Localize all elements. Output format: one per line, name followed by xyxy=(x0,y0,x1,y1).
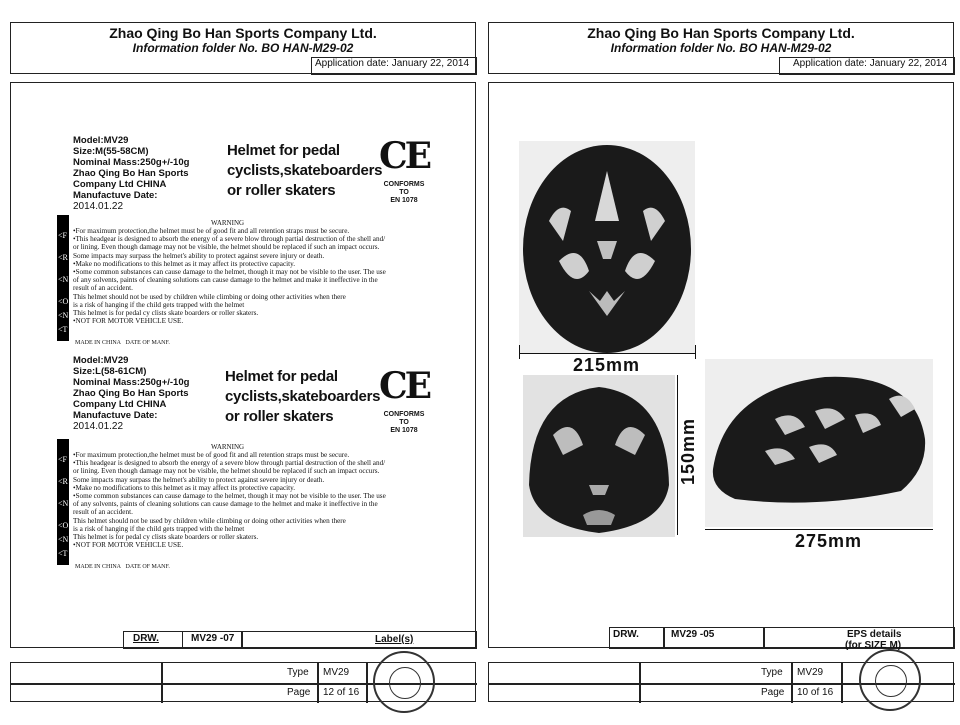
type-value: MV29 xyxy=(797,667,824,678)
side-tag: <T xyxy=(58,549,68,558)
company-seal-stamp xyxy=(859,649,921,711)
label-headline: or roller skaters xyxy=(225,408,334,425)
type-value: MV29 xyxy=(323,667,350,678)
folder-number: Information folder No. BO HAN-M29-02 xyxy=(132,41,354,55)
page-label: Page xyxy=(761,687,785,698)
application-date: Application date: January 22, 2014 xyxy=(793,58,947,69)
footer-divider xyxy=(791,663,793,703)
title-block xyxy=(10,22,476,74)
label-company: Zhao Qing Bo Han Sports xyxy=(73,388,189,399)
label-mass: Nominal Mass:250g+/-10g xyxy=(73,157,190,168)
footer-divider xyxy=(841,663,843,703)
type-label: Type xyxy=(761,667,783,678)
drawing-area xyxy=(488,82,954,651)
label-manufacture: Manufactuve Date: xyxy=(73,190,158,201)
width-dimension-label: 215mm xyxy=(573,355,641,375)
height-dimension-label: 150mm xyxy=(678,417,699,486)
page-label: Page xyxy=(287,687,311,698)
made-in-text: MADE IN CHINA DATE OF MANF. xyxy=(75,340,170,346)
dimension-line xyxy=(705,529,933,530)
side-tag: <O xyxy=(58,297,69,306)
drawing-area xyxy=(10,82,476,648)
drw-title: EPS details xyxy=(847,629,902,640)
label-model: Model:MV29 xyxy=(73,135,129,146)
made-in-text: MADE IN CHINA DATE OF MANF. xyxy=(75,564,170,570)
label-date: 2014.01.22 xyxy=(73,201,124,212)
company-name: Zhao Qing Bo Han Sports Company Ltd. xyxy=(587,25,855,41)
side-tag: <R xyxy=(58,477,68,486)
label-headline: cyclists,skateboarders xyxy=(227,162,383,179)
left-document-page xyxy=(10,22,476,712)
label-mass: Nominal Mass:250g+/-10g xyxy=(73,377,190,388)
label-company: Company Ltd CHINA xyxy=(73,399,167,410)
side-tag: <O xyxy=(58,521,69,530)
label-size: Size:L(58-61CM) xyxy=(73,366,147,377)
footer-divider xyxy=(317,663,319,703)
drw-title: Label(s) xyxy=(375,634,414,645)
side-tag: <T xyxy=(58,325,68,334)
warning-text: •For maximum protection,the helmet must be of good fit and all retention straps must be secure. •This headgear is designed to absorb the energy of a severe blow through partial destruction of the shell and/ or lining. Even though damage may not be visible, the helmet should be replaced if such an impact occurs. Some impacts may surpass the helmet's ability to protect against severe injury or death. •Make no modifications to this helmet as it may affect its protective capacity. •Some common substances can cause damage to the helmet, though it may not be visible to the user. The use of any solvents, paints of cleaning solutions can cause damage to the helmet and make it ineffective in the result of an accident. This helmet should not be used by children while climbing or doing other activities when there is a risk of hanging if the child gets trapped with the helmet This helmet is for pedal cy clists skate boarders or roller skaters. •NOT FOR MOTOR VEHICLE USE. xyxy=(73,451,386,550)
side-tag: <N xyxy=(58,275,69,284)
label-manufacture: Manufactuve Date: xyxy=(73,410,158,421)
label-headline: cyclists,skateboarders xyxy=(225,388,381,405)
conforms-text: CONFORMS TO EN 1078 xyxy=(383,411,425,434)
label-company: Zhao Qing Bo Han Sports xyxy=(73,168,189,179)
right-document-page xyxy=(488,22,954,712)
drw-label: DRW. xyxy=(133,633,159,644)
side-tag: <F xyxy=(58,455,67,464)
dimension-line xyxy=(519,353,695,354)
application-date: Application date: January 22, 2014 xyxy=(315,58,469,69)
warning-title: WARNING xyxy=(211,443,245,451)
drw-subtitle: (for SIZE M) xyxy=(845,640,902,651)
label-model: Model:MV29 xyxy=(73,355,129,366)
warning-title: WARNING xyxy=(211,219,245,227)
length-dimension-label: 275mm xyxy=(795,531,863,551)
dimension-tick xyxy=(695,345,696,359)
dimension-tick xyxy=(519,345,520,359)
helmet-front-view-photo xyxy=(523,375,675,537)
conforms-text: CONFORMS TO EN 1078 xyxy=(383,181,425,204)
side-tag: <N xyxy=(58,311,69,320)
page-value: 12 of 16 xyxy=(323,687,360,698)
side-tag: <R xyxy=(58,253,68,262)
cell-divider xyxy=(241,631,243,649)
page-value: 10 of 16 xyxy=(797,687,834,698)
drw-number: MV29 -07 xyxy=(191,633,235,644)
ce-mark: CE xyxy=(379,135,430,177)
side-tag: <N xyxy=(58,535,69,544)
label-company: Company Ltd CHINA xyxy=(73,179,167,190)
label-headline: Helmet for pedal xyxy=(225,368,338,385)
drw-number: MV29 -05 xyxy=(671,629,715,640)
label-size: Size:M(55-58CM) xyxy=(73,146,149,157)
title-block xyxy=(488,22,954,74)
drw-label: DRW. xyxy=(613,629,639,640)
label-headline: Helmet for pedal xyxy=(227,142,340,159)
cell-divider xyxy=(763,627,765,649)
helmet-top-view-photo xyxy=(519,141,695,353)
helmet-side-view-photo xyxy=(705,359,933,527)
company-name: Zhao Qing Bo Han Sports Company Ltd. xyxy=(109,25,377,41)
folder-number: Information folder No. BO HAN-M29-02 xyxy=(610,41,832,55)
label-date: 2014.01.22 xyxy=(73,421,124,432)
footer-divider xyxy=(366,663,368,703)
footer-block xyxy=(10,662,476,702)
footer-block xyxy=(488,662,954,702)
cell-divider xyxy=(663,627,665,649)
warning-text: •For maximum protection,the helmet must be of good fit and all retention straps must be secure. •This headgear is designed to absorb the energy of a severe blow through partial destruction of the shell and/ or lining. Even though damage may not be visible, the helmet should be replaced if such an impact occurs. Some impacts may surpass the helmet's ability to protect against severe injury or death. •Make no modifications to this helmet as it may affect its protective capacity. •Some common substances can cause damage to the helmet, though it may not be visible to the user. The use of any solvents, paints of cleaning solutions can cause damage to the helmet and make it ineffective in the result of an accident. This helmet should not be used by children while climbing or doing other activities when there is a risk of hanging if the child gets trapped with the helmet This helmet is for pedal cy clists skate boarders or roller skaters. •NOT FOR MOTOR VEHICLE USE. xyxy=(73,227,386,326)
company-seal-stamp xyxy=(373,651,435,713)
type-label: Type xyxy=(287,667,309,678)
drawing-info-row xyxy=(609,627,955,649)
ce-mark: CE xyxy=(379,365,430,407)
label-headline: or roller skaters xyxy=(227,182,336,199)
side-tag: <N xyxy=(58,499,69,508)
side-tag: <F xyxy=(58,231,67,240)
